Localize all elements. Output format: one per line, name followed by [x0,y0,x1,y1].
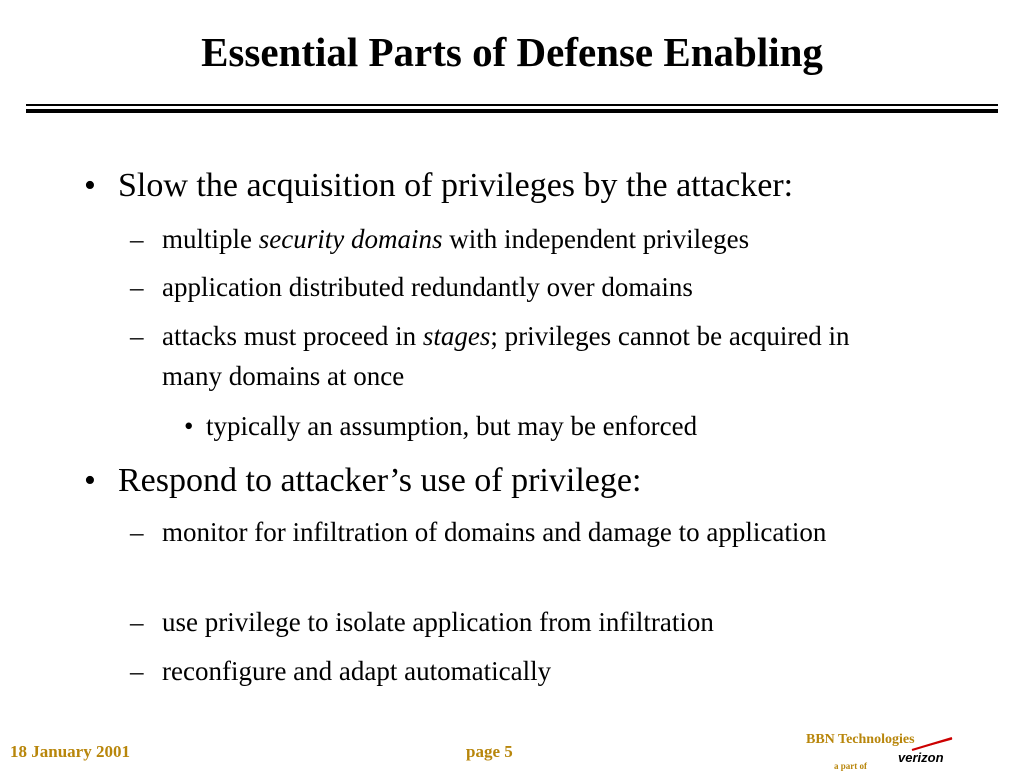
text-run: with independent privileges [442,224,750,254]
text-run: ; privileges cannot be acquired in many domains at once [162,321,850,391]
brand-name: BBN Technologies [806,732,915,747]
logo-wordmark: verizon [898,750,944,765]
slide-title: Essential Parts of Defense Enabling [201,29,823,75]
footer-page-number: page 5 [466,742,513,761]
footer-brand [802,732,1012,771]
bullet-marker: • [184,411,194,441]
sub-bullet-text [162,219,922,259]
sub-bullet-text: reconfigure and adapt automatically [162,656,552,686]
dash-marker: – [130,656,144,686]
dash-marker: – [130,607,144,637]
dash-marker: – [130,321,144,351]
brand-subtitle: a part of [834,761,867,771]
sub-bullet-text: use privilege to isolate application from infiltration [162,607,714,637]
footer-date: 18 January 2001 [10,742,130,761]
emphasis-text: stages [422,321,491,351]
sub-bullet-text: application distributed redundantly over domains [162,272,693,302]
text-run: attacks must proceed in [162,321,423,351]
sub-bullet-text [162,316,882,396]
bullet-marker: • [84,167,96,204]
bullet-text: Respond to attacker’s use of privilege: [118,462,642,499]
logo-swoosh-accent [926,739,952,746]
dash-marker: – [130,224,144,254]
sub-sub-bullet-text: typically an assumption, but may be enforced [206,411,698,441]
sub-bullet-text: monitor for infiltration of domains and damage to application [162,517,827,547]
verizon-logo-icon [892,736,954,766]
text-run: multiple [162,224,259,254]
dash-marker: – [130,517,144,547]
bullet-marker: • [84,462,96,499]
bullet-text: Slow the acquisition of privileges by the attacker: [118,167,794,204]
dash-marker: – [130,272,144,302]
emphasis-text: security domains [258,224,443,254]
